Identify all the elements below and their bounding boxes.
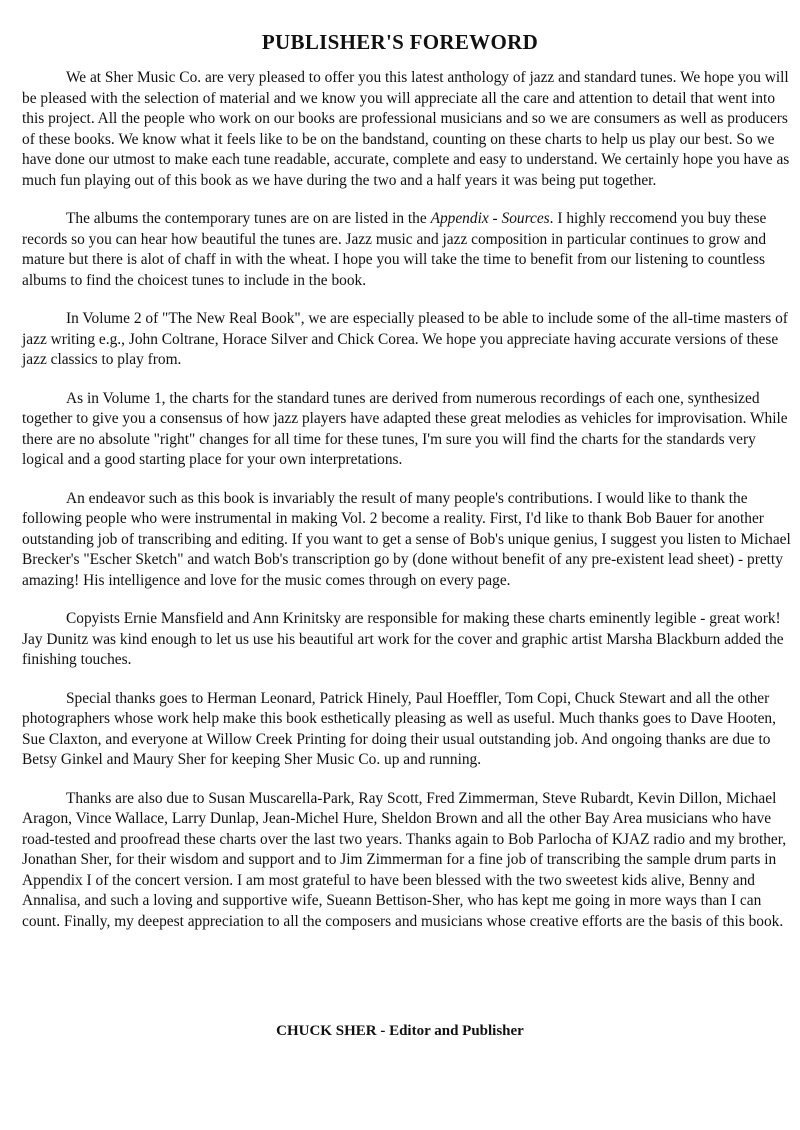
paragraph-copyists: Copyists Ernie Mansfield and Ann Krinitsky are responsible for making these charts eminently legible - great work! Jay Dunitz was kind enough to let us use his beautiful art work for the cover and graphic artist Marsha Blackburn added the finishing touches. — [22, 610, 784, 668]
signature-name: CHUCK SHER — [276, 1023, 377, 1039]
paragraph-albums-text-end: . I highly reccomend you buy these records so you can hear how beautiful the tunes are. Jazz music and jazz composition in particular continues to grow and mature but there is alot of chaff in with the wheat. I hope you will take the time to benefit from our listening to countless albums to find the choicest tunes to include in the book. — [22, 210, 767, 289]
paragraph-contributors: An endeavor such as this book is invariably the result of many people's contributions. I would like to thank the following people who were instrumental in making Vol. 2 become a reality. First, I'd like to thank Bob Bauer for another outstanding job of transcribing and editing. If you want to get a sense of Bob's unique genius, I suggest you listen to Michael Brecker's "Escher Sketch" and watch Bob's transcription go by (done without benefit of any pre-existent lead sheet) - pretty amazing! His intelligence and love for the music comes through on every page. — [22, 489, 791, 589]
paragraph-volume-2: In Volume 2 of "The New Real Book", we are especially pleased to be able to include some of the all-time masters of jazz writing e.g., John Coltrane, Horace Silver and Chick Corea. We hope you appreciate having accurate versions of these jazz classics to play from. — [22, 310, 788, 368]
paragraph-albums — [22, 209, 792, 291]
paragraph-special-thanks: Special thanks goes to Herman Leonard, Patrick Hinely, Paul Hoeffler, Tom Copi, Chuck Stewart and all the other photographers whose work help make this book esthetically pleasing as well as useful. Much thanks goes to Dave Hooten, Sue Claxton, and everyone at Willow Creek Printing for doing their usual outstanding job. And ongoing thanks are due to Betsy Ginkel and Maury Sher for keeping Sher Music Co. up and running. — [22, 689, 776, 768]
paragraph-intro: We at Sher Music Co. are very pleased to offer you this latest anthology of jazz and standard tunes. We hope you will be pleased with the selection of material and we know you will appreciate all the care and attention to detail that went into this project. All the people who work on our books are professional musicians and so we are consumers as well as producers of these books. We know what it feels like to be on the bandstand, counting on these charts to help us play our best. So we have done our utmost to make each tune readable, accurate, complete and easy to understand. We certainly hope you have as much fun playing out of this book as we have during the two and a half years it was being put together. — [22, 69, 790, 189]
paragraph-albums-text-start: The albums the contemporary tunes are on are listed in the — [66, 210, 431, 227]
foreword-body — [22, 68, 792, 950]
signature-separator: - — [376, 1023, 390, 1039]
page-title: PUBLISHER'S FOREWORD — [261, 30, 539, 54]
appendix-sources-reference: Appendix - Sources — [430, 210, 550, 227]
signature-line — [0, 1023, 800, 1040]
paragraph-final-thanks: Thanks are also due to Susan Muscarella-Park, Ray Scott, Fred Zimmerman, Steve Rubardt, Kevin Dillon, Michael Aragon, Vince Wallace, Larry Dunlap, Jean-Michel Hure, Sheldon Brown and all the other Bay Area musicians who have road-tested and proofread these charts over the last two years. Thanks again to Bob Parlocha of KJAZ radio and my brother, Jonathan Sher, for their wisdom and support and to Jim Zimmerman for a fine job of transcribing the sample drum parts in Appendix I of the concert version. I am most grateful to have been blessed with the two sweetest kids alive, Benny and Annalisa, and such a loving and supportive wife, Sueann Bettison-Sher, who has kept me going in more ways than I can count. Finally, my deepest appreciation to all the composers and musicians whose creative efforts are the basis of this book. — [22, 789, 787, 930]
signature-role: Editor and Publisher — [389, 1023, 524, 1039]
paragraph-standards: As in Volume 1, the charts for the standard tunes are derived from numerous recordings of each one, synthesized together to give you a consensus of how jazz players have adapted these great melodies as vehicles for improvisation. While there are no absolute "right" changes for all time for these tunes, I'm sure you will find the charts for the standards very logical and a good starting place for your own interpretations. — [22, 389, 788, 468]
